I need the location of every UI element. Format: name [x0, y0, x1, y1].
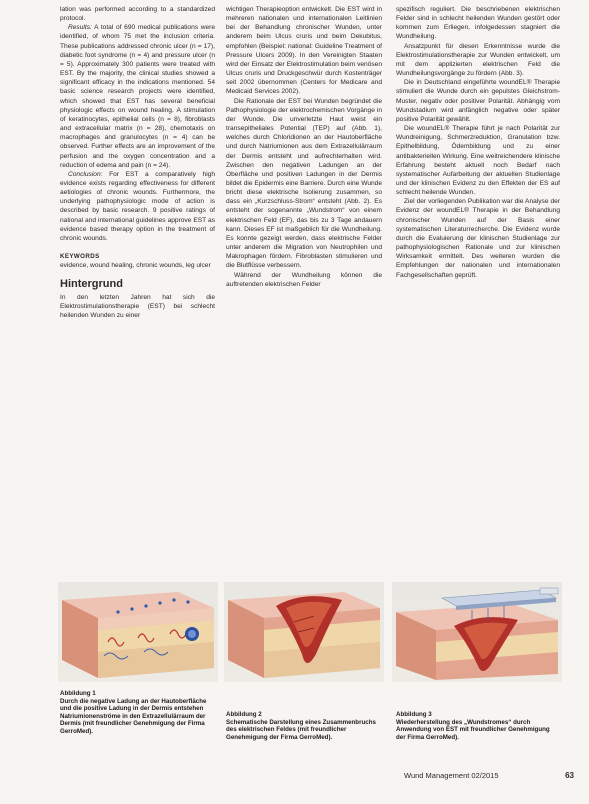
conclusion-label: Conclusion: — [68, 170, 103, 178]
col2-paragraph-1: wichtigen Therapieoption entwickelt. Die EST wird in mehreren nationalen und internationalen Leitlinien bei der Behandlung chronischer Wunden, unter anderem beim Ulcus cruris und beim Dekubitus, empfohlen (Beispiel: national: Guideline Treatment of Pressure Ulcers 2009). In den Vereinigten Staaten wird der Einsatz der Elektrostimulation beim venösen Ulcus cruris und Druckgeschwür durch Kostenträger seit 2002 übernommen (Centers for Medicare and Medicaid Services 2002). — [226, 6, 382, 96]
figure-1-illustration — [58, 582, 218, 682]
abstract-intro: lation was performed according to a standardized protocol. — [60, 6, 215, 23]
figure-3-caption-text: Wiederherstellung des „Wundstromes“ durch Anwendung von EST mit freundlicher Genehmigung der Firma GerroMed). — [396, 718, 550, 741]
col3-paragraph-1: spezifisch reguliert. Die beschriebenen elektrischen Felder sind in schlecht heilenden Wunden gestört oder kommen zum Erliegen, infolgedessen stagniert die Wundheilung. — [396, 6, 560, 41]
journal-name: Wund Management 02/2015 — [404, 771, 499, 780]
figure-2-caption — [226, 711, 382, 741]
figure-1-caption-title: Abbildung 1 — [60, 690, 96, 697]
figure-1-caption — [60, 690, 212, 736]
results-paragraph — [60, 23, 215, 170]
page-footer — [404, 771, 574, 780]
keywords-text: evidence, wound healing, chronic wounds, leg ulcer — [60, 262, 211, 270]
figure-2-illustration — [224, 582, 384, 682]
page-number: 63 — [565, 771, 574, 780]
section-title: Hintergrund — [60, 278, 123, 291]
figure-3-caption — [396, 711, 556, 741]
text-column-1 — [60, 5, 215, 320]
results-label: Results: — [68, 24, 92, 32]
skin-est-electrode-illustration — [392, 582, 562, 682]
conclusion-text: For EST a comparatively high evidence exists regarding effectiveness for different aetiologies of chronic wounds. Furthermore, the underlying pathophysiologic mode of action is described by basic research. 9 positive ratings of national and international guidelines approve EST as evidence based therapy option in the treatment of chronic wounds. — [60, 170, 216, 242]
section-text: In den letzten Jahren hat sich die Elektrostimulationstherapie (EST) bei schlecht heilenden Wunden zu einer — [60, 293, 215, 319]
figure-1-caption-text: Durch die negative Ladung an der Hautoberfläche und die positive Ladung in der Dermis entstehen Natriumionenströme in den Extrazellulärraum der Dermis (mit freundlicher Genehmigung der Firma GerroMed). — [60, 697, 207, 735]
col3-paragraph-4: Die woundEL® Therapie führt je nach Polarität zur Wundreinigung, Schmerzreduktion, Granulation bzw. Epithelbildung, Ödembildung und zu einer antibakteriellen Wirkung. Eine weitreichendere klinische Erfahrung besteht aktuell noch Bedarf nach systematischer Aufarbeitung der aktuellen Studienlage und der klinischen Evidenz zu den Effekten der ES auf schlecht heilende Wunden. — [396, 125, 560, 197]
figure-2-caption-text: Schematische Darstellung eines Zusammenbruchs des elektrischen Feldes (mit freundlicher Genehmigung der Firma GerroMed). — [226, 718, 376, 741]
figure-3-caption-title: Abbildung 3 — [396, 711, 432, 718]
results-text: A total of 690 medical publications were identified, of whom 75 met the inclusion criteria. These publications addressed chronic ulcer (n = 17), diabetic foot syndrome (n = 4) and pressure ulcer (n = 5). Approximately 300 patients were treated with EST. By the majority, the clinical studies showed a significant efficacy in the indications mentioned. 54 basic science research projects were identified, which showed that EST has several beneficial physiologic effects on wound healing. A stimulation of keratinocytes, epithelial cells (n = 8), fibroblasts and extracellular matrix (n = 28), chemotaxis on macrophages and granulocytes (n = 4) can be observed. Further effects are an improvement of the perfusion and the oxygen concentration and a reduction of edema and pain (n = 24). — [60, 24, 216, 169]
conclusion-paragraph — [60, 170, 215, 243]
figure-3-illustration — [392, 582, 562, 682]
col2-paragraph-3: Während der Wundheilung können die auftretenden elektrischen Felder — [226, 271, 382, 288]
keywords-heading: KEYWORDS — [60, 253, 100, 261]
text-column-3 — [396, 5, 560, 280]
col3-paragraph-3: Die in Deutschland eingeführte woundEL® Therapie stimuliert die Wunde durch ein gepulstes Gleichstrom-Muster, negativ oder positiver Polarität. Abhängig vom Wundstadium wird anfänglich negative oder später positive Polarität gewählt. — [396, 79, 560, 123]
col2-paragraph-2: Die Rationale der EST bei Wunden begründet die Pathophysiologie der elektrochemischen Vorgänge in der Wunde. Die unverletzte Haut weist ein transepitheliales Potential (TEP) auf (Abb. 1), welches durch Chloridionen an der Hautoberfläche und durch Natriumionen aus dem Extrazellulärraum der Dermis entsteht und aufrechterhalten wird. Zwischen den negativen Ladungen an der Oberfläche und positiven Ladungen in der Dermis bildet die Epidermis eine Barriere. Durch eine Wunde bricht diese elektrische Isolierung zusammen, so dass ein „Kurzschluss-Strom“ entsteht (Abb. 2). Es entsteht der sogenannte „Wundstrom“ von einem elektrischen Feld (EF), das bis zu 3 Tage andauern kann. Dieses EF ist maßgeblich für die Wundheilung. Es konnte gezeigt werden, dass elektrische Felder unter anderem die Migration von Neutrophilen und Makrophagen fördern. Fibroblasten stimulieren und die Blutflüsse verbessern. — [226, 97, 382, 270]
col3-paragraph-2: Ansatzpunkt für diesen Erkenntnisse wurde die Elektrostimulationstherapie zur Wunden entwickelt, um mit dem applizierten elektrischen Feld die Wundheilungsvorgänge zu fördern (Abb. 3). — [396, 42, 560, 78]
col3-paragraph-5: Ziel der vorliegenden Publikation war die Analyse der Evidenz der woundEL® Therapie in der Behandlung chronischer Wunden auf der Basis einer systematischen Literaturrecherche. Die Evidenz wurde durch die Evaluierung der klinischen Studienlage zur pathophysiologischen Rationale und zur klinischen Wirksamkeit ermittelt. Des weiteren wurden die Empfehlungen der nationalen und internationalen Fachgesellschaften geprüft. — [396, 198, 560, 279]
text-column-2 — [226, 5, 382, 289]
figure-2-caption-title: Abbildung 2 — [226, 711, 262, 718]
skin-wound-illustration — [224, 582, 384, 682]
skin-layers-intact-illustration — [58, 582, 218, 682]
